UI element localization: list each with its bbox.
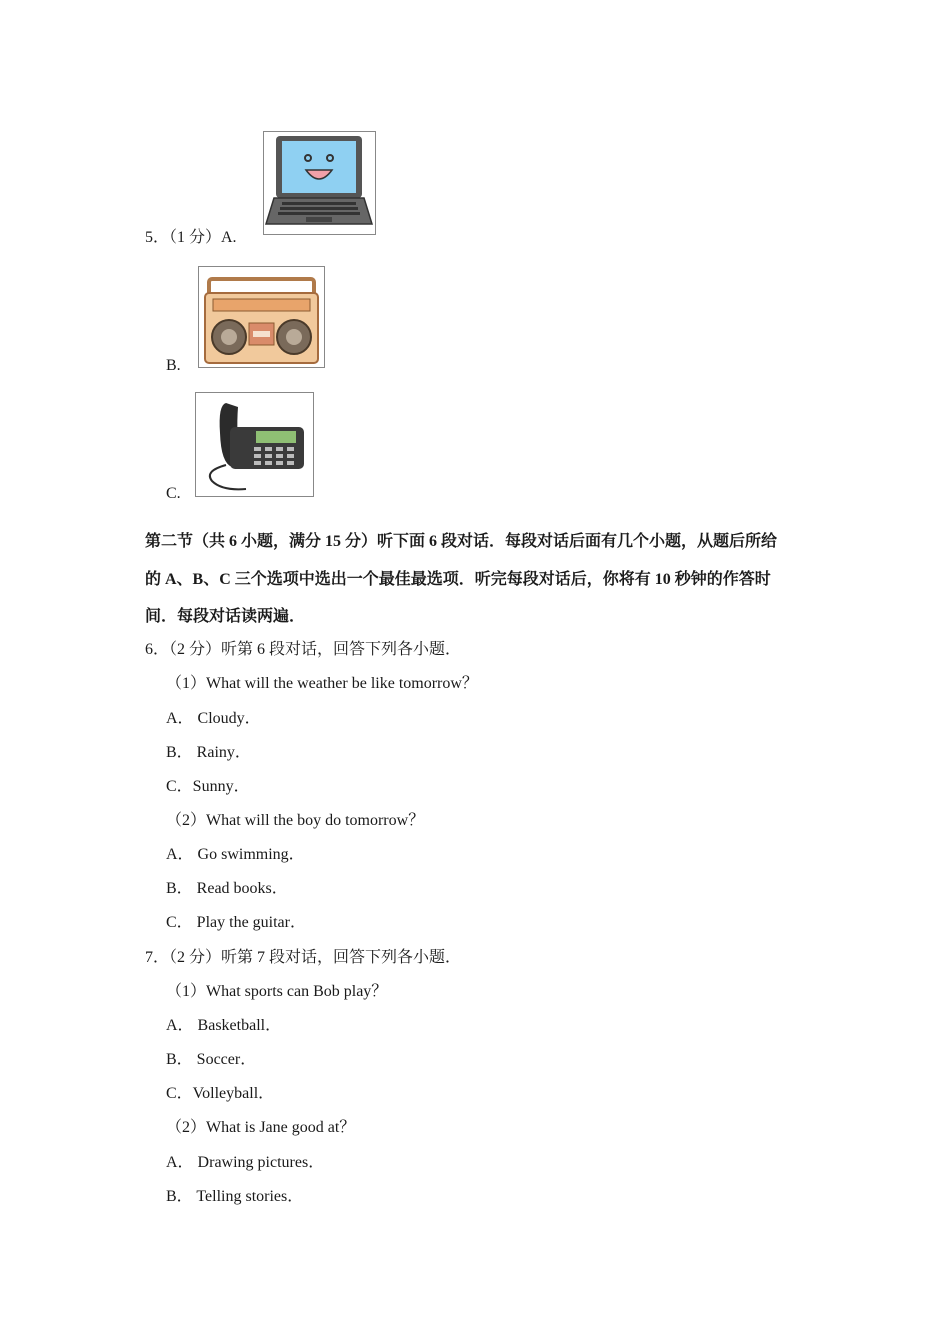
- q7-sub1-option-a: A． Basketball．: [166, 1017, 282, 1034]
- q6-sub2-question: （2）What will the boy do tomorrow？: [166, 812, 425, 829]
- q7-sub1-question: （1）What sports can Bob play？: [166, 983, 388, 1000]
- section2-instructions-line3: 间．每段对话读两遍．: [145, 608, 306, 625]
- q5-option-c: C.: [166, 485, 181, 502]
- q6-stem: 6．（2 分）听第 6 段对话，回答下列各小题．: [145, 641, 462, 658]
- q7-sub2-question: （2）What is Jane good at？: [166, 1119, 356, 1136]
- q7-sub1-option-c: C．Volleyball．: [166, 1085, 275, 1102]
- q7-sub2-option-a: A． Drawing pictures．: [166, 1154, 325, 1171]
- q5-option-b: B.: [166, 357, 181, 374]
- radio-icon: [198, 266, 325, 368]
- laptop-icon: [263, 131, 376, 235]
- q6-sub2-option-a: A． Go swimming．: [166, 846, 305, 863]
- q6-sub1-option-b: B． Rainy．: [166, 744, 251, 761]
- section2-instructions-line2: 的 A、B、C 三个选项中选出一个最佳最选项．听完每段对话后，你将有 10 秒钟的作答时: [145, 571, 771, 588]
- q6-sub1-option-c: C．Sunny．: [166, 778, 250, 795]
- q7-sub2-option-b: B． Telling stories．: [166, 1188, 304, 1205]
- q6-sub2-option-b: B． Read books．: [166, 880, 288, 897]
- q7-stem: 7．（2 分）听第 7 段对话，回答下列各小题．: [145, 949, 462, 966]
- section2-instructions-line1: 第二节（共 6 小题，满分 15 分）听下面 6 段对话．每段对话后面有几个小题，从题后所给: [145, 533, 778, 550]
- q6-sub1-option-a: A． Cloudy．: [166, 710, 261, 727]
- telephone-icon: [195, 392, 314, 497]
- q5-stem: 5．（1 分）A.: [145, 229, 237, 246]
- q6-sub1-question: （1）What will the weather be like tomorrow？: [166, 675, 478, 692]
- q6-sub2-option-c: C． Play the guitar．: [166, 914, 306, 931]
- q7-sub1-option-b: B． Soccer．: [166, 1051, 257, 1068]
